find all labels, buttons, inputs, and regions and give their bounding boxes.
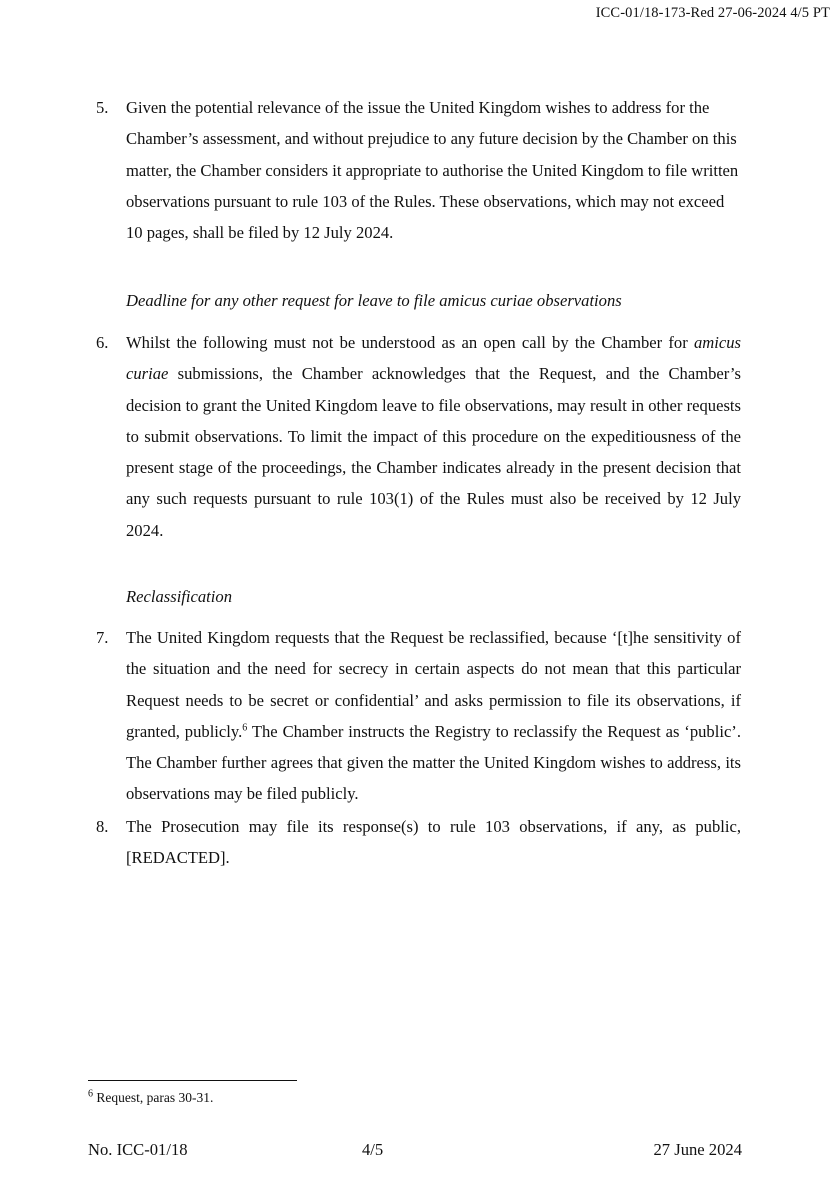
- footnote-reference[interactable]: 6: [242, 722, 248, 734]
- paragraph-text-part: Whilst the following must not be understood as an open call by the Chamber for: [126, 333, 694, 352]
- paragraph-text: The Prosecution may file its response(s) to rule 103 observations, if any, as public, [REDACTED].: [126, 817, 741, 868]
- paragraph-6: [96, 327, 741, 546]
- paragraph-text: Given the potential relevance of the issue the United Kingdom wishes to address for the Chamber’s assessment, and without prejudice to any future decision by the Chamber on this matter, the Chamber considers it appropriate to authorise the United Kingdom to file written observations pursuant to rule 103 of the Rules. These observations, which may not exceed 10 pages, shall be filed by 12 July 2024.: [126, 98, 739, 243]
- paragraph-8: [96, 811, 741, 874]
- paragraph-text: [126, 327, 741, 546]
- footnote-6: [88, 1090, 213, 1106]
- footer-case-number: No. ICC-01/18: [88, 1140, 188, 1159]
- footer-date: 27 June 2024: [653, 1140, 742, 1159]
- section-heading-reclassification: Reclassification: [126, 587, 232, 606]
- paragraph-number: 6.: [96, 333, 109, 352]
- paragraph-number: 5.: [96, 98, 109, 117]
- paragraph-5: [96, 92, 741, 248]
- footnote-divider: [88, 1080, 297, 1081]
- paragraph-7: [96, 622, 741, 810]
- footnote-text: Request, paras 30-31.: [93, 1090, 214, 1105]
- paragraph-number: 7.: [96, 628, 109, 647]
- paragraph-text-part: The Chamber instructs the Registry to reclassify the Request as ‘public’. The Chamber further agrees that given the matter the United Kingdom wishes to address, its observations may be filed publicly.: [126, 721, 741, 804]
- paragraph-text: [126, 622, 741, 810]
- section-heading-deadline: Deadline for any other request for leave to file amicus curiae observations: [126, 291, 622, 310]
- footnote-marker: 6: [88, 1088, 93, 1100]
- footer-page-number: 4/5: [362, 1140, 384, 1159]
- paragraph-number: 8.: [96, 817, 109, 836]
- italic-term-amicus-curiae: amicus curiae: [126, 333, 741, 384]
- paragraph-text-part: The United Kingdom requests that the Request be reclassified, because ‘[t]he sensitivity of the situation and the need for secrecy in certain aspects do not mean that this particular Request needs to be secret or confidential’ and asks permission to file its observations, if granted, publicly.: [126, 628, 741, 741]
- document-reference-header: ICC-01/18-173-Red 27-06-2024 4/5 PT: [595, 5, 830, 21]
- paragraph-text-part: submissions, the Chamber acknowledges that the Request, and the Chamber’s decision to grant the United Kingdom leave to file observations, may result in other requests to submit observations. To limit the impact of this procedure on the expeditiousness of the present stage of the proceedings, the Chamber indicates already in the present decision that any such requests pursuant to rule 103(1) of the Rules must also be received by 12 July 2024.: [126, 364, 741, 540]
